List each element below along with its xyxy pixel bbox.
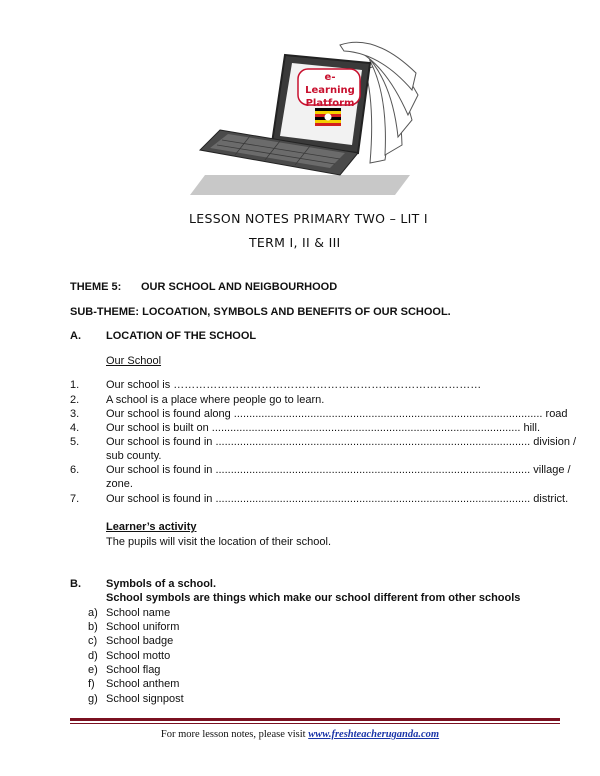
list-item: Our school is built on ..................................................................................................... hill. [106, 422, 541, 434]
footer-link[interactable]: www.freshteacheruganda.com [308, 729, 440, 740]
section-b-definition: School symbols are things which make our school different from other schools [106, 592, 521, 604]
list-item-continuation: sub county. [106, 450, 162, 462]
theme-label: THEME 5: [70, 281, 122, 293]
list-item: Our school is found in ....................................................................................................... district. [106, 493, 569, 505]
list-item: School motto [106, 650, 171, 662]
theme-value: OUR SCHOOL AND NEIGBOURHOOD [141, 281, 338, 293]
list-item-letter: b) [88, 621, 98, 633]
list-item: Our school is found in ....................................................................................................... division / [106, 436, 577, 448]
list-item-letter: a) [88, 607, 98, 619]
list-item-continuation: zone. [106, 478, 133, 490]
uganda-flag-icon [315, 108, 341, 126]
list-item-number: 7. [70, 493, 80, 505]
list-item-letter: d) [88, 650, 98, 662]
activity-heading: Learner’s activity [106, 521, 197, 533]
list-item: Our school is ………………………………………………………………………… [106, 379, 482, 391]
list-item-number: 1. [70, 379, 80, 391]
list-item-number: 5. [70, 436, 80, 448]
list-item: School badge [106, 635, 174, 647]
list-item: A school is a place where people go to learn. [106, 394, 325, 406]
footer [0, 729, 600, 740]
list-item: School name [106, 607, 171, 619]
section-b-heading: Symbols of a school. [106, 578, 217, 590]
list-item-number: 4. [70, 422, 80, 434]
list-item-letter: e) [88, 664, 98, 676]
list-item-letter: f) [88, 678, 95, 690]
elearning-logo [180, 35, 425, 205]
list-item-number: 3. [70, 408, 80, 420]
footer-divider [70, 718, 560, 724]
logo-text-line1: e-Learning [305, 72, 355, 96]
list-item-number: 2. [70, 394, 80, 406]
sub-theme: SUB-THEME: LOCOATION, SYMBOLS AND BENEFITS OF OUR SCHOOL. [70, 306, 451, 318]
section-b-letter: B. [70, 578, 81, 590]
page-subtitle: TERM I, II & III [249, 235, 341, 250]
list-item: School anthem [106, 678, 180, 690]
logo-text-line2: Platform [305, 98, 355, 109]
footer-text: For more lesson notes, please visit [160, 729, 309, 740]
list-item-number: 6. [70, 464, 80, 476]
page-title: LESSON NOTES PRIMARY TWO – LIT I [189, 211, 428, 226]
section-a-subheading: Our School [106, 355, 162, 367]
list-item: School uniform [106, 621, 180, 633]
activity-text: The pupils will visit the location of their school. [106, 536, 331, 548]
list-item-letter: c) [88, 635, 98, 647]
list-item: Our school is found along ..................................................................................................... road [106, 408, 568, 420]
list-item-letter: g) [88, 693, 98, 705]
section-a-letter: A. [70, 330, 81, 342]
list-item: Our school is found in ....................................................................................................... village / [106, 464, 571, 476]
section-a-heading: LOCATION OF THE SCHOOL [106, 330, 257, 342]
list-item: School signpost [106, 693, 184, 705]
list-item: School flag [106, 664, 161, 676]
